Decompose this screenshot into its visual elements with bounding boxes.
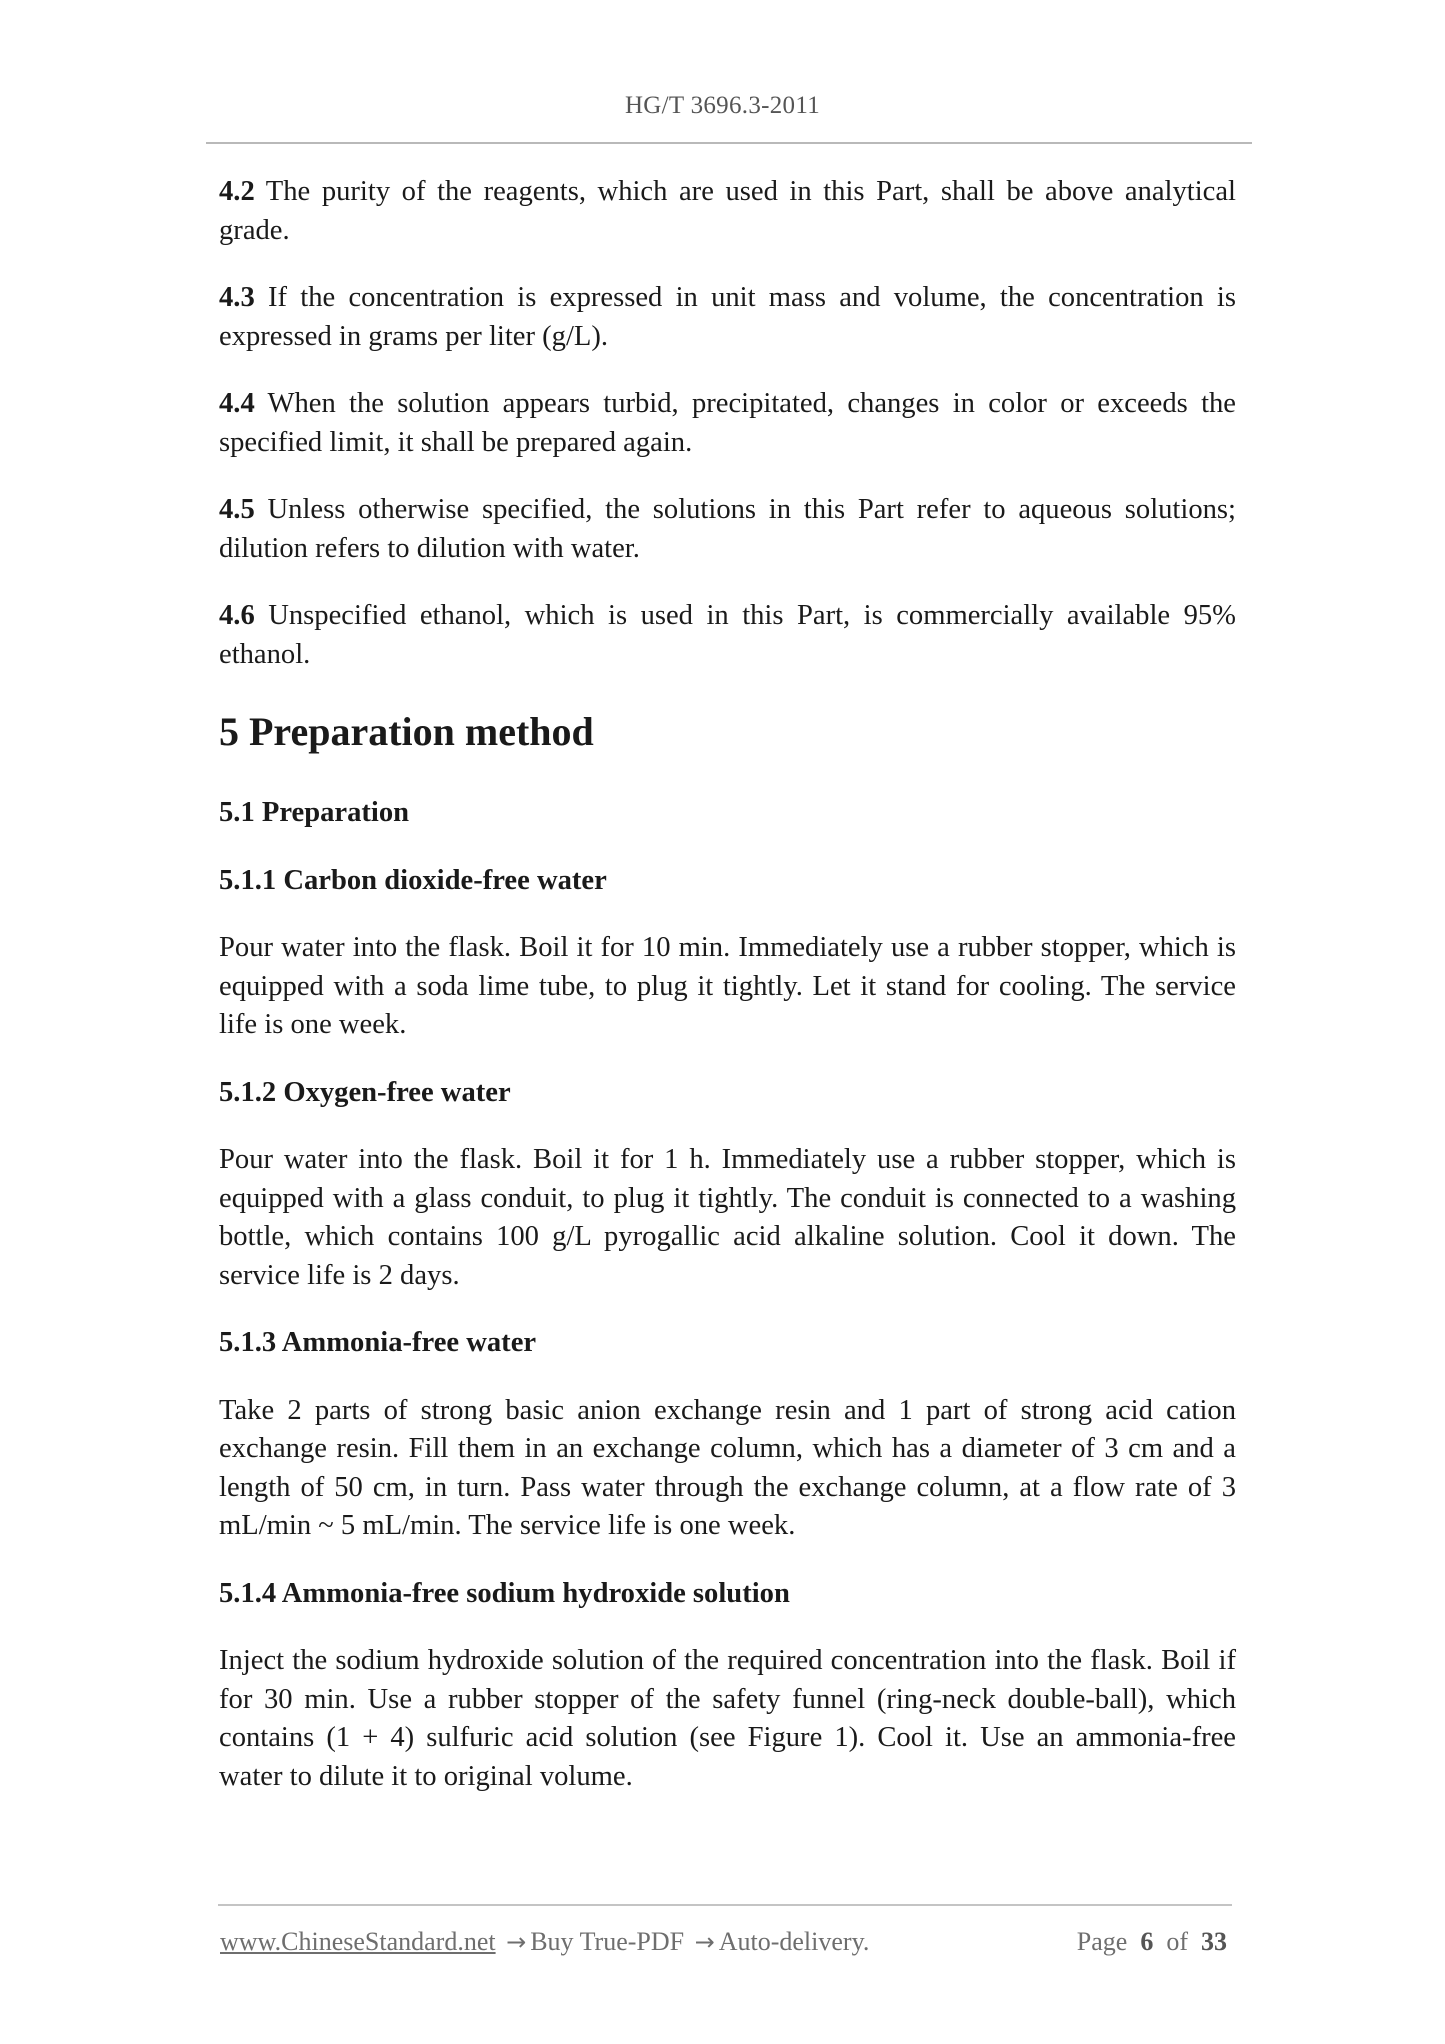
clause-number: 4.3 [219, 282, 255, 313]
clause-number: 4.5 [219, 494, 255, 525]
clause-4-2 [219, 173, 1236, 250]
footer-promo [220, 1925, 869, 1959]
footer-divider [218, 1904, 1232, 1906]
subsection-5-1-2-text: Pour water into the flask. Boil it for 1 h. Immediately use a rubber stopper, which is equipped with a glass conduit, to plug it tightly. The conduit is connected to a washing bottle, which contains 100 g/L pyrogallic acid alkaline solution. Cool it down. The service life is 2 days. [219, 1144, 1236, 1291]
page-content [219, 173, 1236, 1825]
clause-4-3 [219, 279, 1236, 356]
clause-number: 4.2 [219, 176, 255, 207]
clause-number: 4.4 [219, 388, 255, 419]
subsection-5-1-3-heading: 5.1.3 Ammonia-free water [219, 1327, 537, 1358]
clause-text: Unless otherwise specified, the solutions in this Part refer to aqueous solutions; dilution refers to dilution with water. [219, 494, 1236, 564]
clause-text: When the solution appears turbid, precipitated, changes in color or exceeds the specified limit, it shall be prepared again. [219, 388, 1236, 458]
clause-text: If the concentration is expressed in unit mass and volume, the concentration is expressed in grams per liter (g/L). [219, 282, 1236, 352]
clause-4-6 [219, 597, 1236, 674]
page-label: Page [1076, 1927, 1128, 1956]
arrow-right-icon: → [506, 1928, 527, 1956]
header-divider [206, 142, 1252, 144]
subsection-5-1-1-text: Pour water into the flask. Boil it for 10 min. Immediately use a rubber stopper, which is equipped with a soda lime tube, to plug it tightly. Let it stand for cooling. The service life is one week. [219, 932, 1236, 1040]
document-code-header: HG/T 3696.3-2011 [624, 92, 821, 119]
page-of: of [1166, 1927, 1188, 1956]
clause-number: 4.6 [219, 600, 255, 631]
page-number [1077, 1925, 1227, 1959]
page-total: 33 [1201, 1927, 1227, 1956]
clause-4-4 [219, 385, 1236, 462]
clause-4-5 [219, 491, 1236, 568]
subsection-5-1-3-text: Take 2 parts of strong basic anion exchange resin and 1 part of strong acid cation exchange resin. Fill them in an exchange column, which has a diameter of 3 cm and a length of 50 cm, in turn. Pass water through the exchange column, at a flow rate of 3 mL/min ~ 5 mL/min. The service life is one week. [219, 1394, 1236, 1541]
subsection-5-1-heading: 5.1 Preparation [219, 797, 410, 828]
buy-text: Buy True-PDF [530, 1927, 685, 1956]
clause-text: The purity of the reagents, which are used in this Part, shall be above analytical grade. [219, 176, 1236, 246]
subsection-5-1-4-text: Inject the sodium hydroxide solution of the required concentration into the flask. Boil if for 30 min. Use a rubber stopper of the safety funnel (ring-neck double-ball), which contains (1 + 4) sulfuric acid solution (see Figure 1). Cool it. Use an ammonia-free water to dilute it to original volume. [219, 1645, 1236, 1792]
subsection-5-1-4-heading: 5.1.4 Ammonia-free sodium hydroxide solution [219, 1577, 790, 1609]
site-link[interactable]: www.ChineseStandard.net [220, 1927, 496, 1956]
clause-text: Unspecified ethanol, which is used in this Part, is commercially available 95% ethanol. [219, 600, 1236, 670]
delivery-text: Auto-delivery. [718, 1927, 870, 1956]
subsection-5-1-1-heading: 5.1.1 Carbon dioxide-free water [219, 864, 607, 896]
subsection-5-1-2-heading: 5.1.2 Oxygen-free water [219, 1076, 511, 1108]
section-5-heading: 5 Preparation method [219, 709, 594, 754]
arrow-right-icon: → [694, 1928, 715, 1956]
page-current: 6 [1140, 1927, 1154, 1956]
